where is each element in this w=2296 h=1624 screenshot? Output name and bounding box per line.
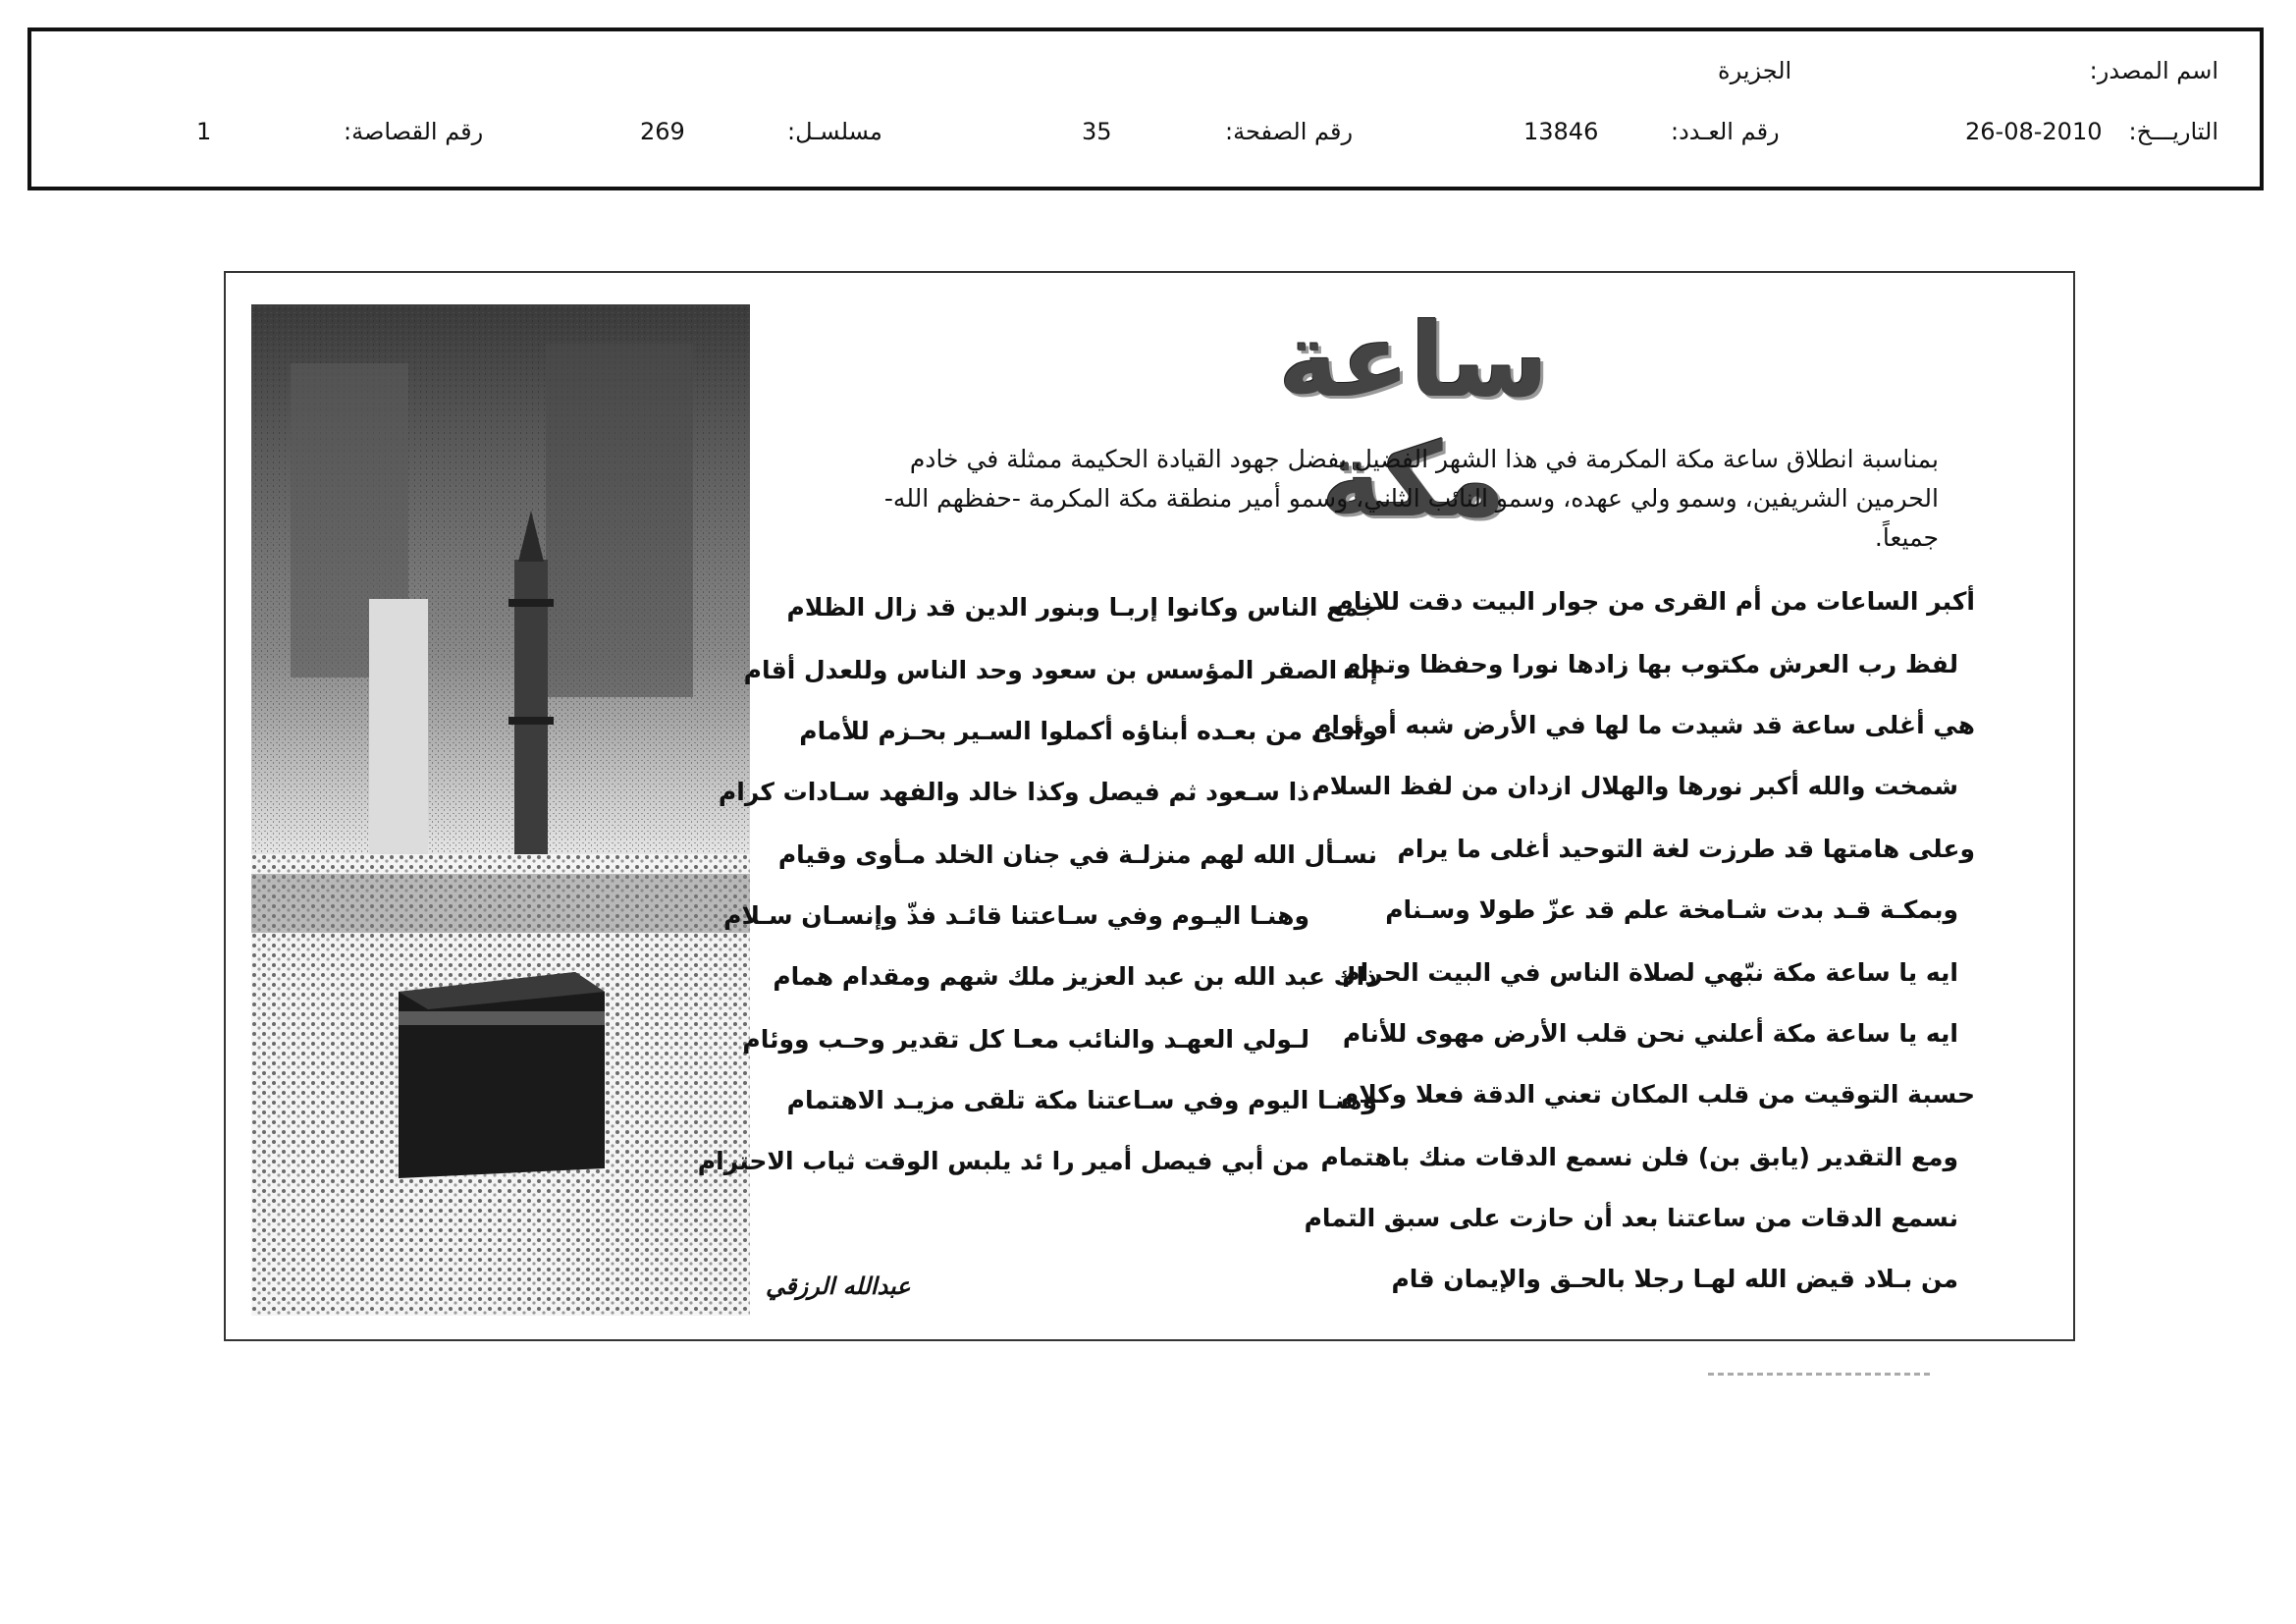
date-value: 26-08-2010 xyxy=(1965,118,2103,145)
page-label: رقم الصفحة: xyxy=(1225,118,1354,145)
verse-left-5: نسـأل الله لهم منزلـة في جنان الخلد مـأوى وقيام xyxy=(777,840,1377,869)
clipping-value: 1 xyxy=(196,118,212,145)
verse-left-9: وهنـا اليوم وفي سـاعتنا مكة تلقى مزيـد الاهتمام xyxy=(786,1086,1377,1114)
verse-left-2: إنه الصقر المؤسس بن سعود وحد الناس وللعدل أقام xyxy=(743,656,1378,684)
verse-left-6: وهنـا اليـوم وفي سـاعتنا قائـد فذّ وإنسـان سـلام xyxy=(723,901,1309,930)
issue-label: رقم العـدد: xyxy=(1671,118,1780,145)
metadata-box xyxy=(27,27,2264,190)
divider-line xyxy=(1708,1373,1934,1376)
article-intro: بمناسبة انطلاق ساعة مكة المكرمة في هذا الشهر الفضيل بفضل جهود القيادة الحكيمة ممثلة في خادم الحرمين الشريفين، وسمو ولي عهده، وسمو النائب الثاني، وسمو أمير منطقة مكة المكرمة -حفظهم الله- جميعاً. xyxy=(883,445,1939,552)
poet-name: عبدالله الرزقي xyxy=(766,1272,911,1300)
verse-left-3: وأتـى من بعـده أبناؤه أكملوا السـير بحـزم للأمام xyxy=(799,717,1377,745)
verse-right-8: ايه يا ساعة مكة أعلني نحن قلب الأرض مهوى للأنام xyxy=(1342,1019,1958,1048)
verse-right-7: ايه يا ساعة مكة نبّهي لصلاة الناس في البيت الحرام xyxy=(1342,958,1958,987)
verse-right-5: وعلى هامتها قد طرزت لغة التوحيد أغلى ما يرام xyxy=(1397,835,1975,863)
page-value: 35 xyxy=(1082,118,1112,145)
verse-right-4: شمخت والله أكبر نورها والهلال ازدان من لفظ السلام xyxy=(1311,772,1958,800)
kaaba-illustration xyxy=(251,304,750,1316)
verse-right-10: ومع التقدير (يابق بن) فلن نسمع الدقات منك باهتمام xyxy=(1320,1143,1958,1171)
source-label: اسم المصدر: xyxy=(2089,57,2218,84)
serial-value: 269 xyxy=(640,118,685,145)
verse-left-8: لـولي العهـد والنائب معـا كل تقدير وحـب ووئام xyxy=(742,1025,1309,1054)
verse-right-6: وبمكـة قـد بدت شـامخة علم قد عزّ طولا وسـنام xyxy=(1385,895,1958,924)
verse-right-11: نسمع الدقات من ساعتنا بعد أن حازت على سبق التمام xyxy=(1304,1204,1958,1232)
article-title: ساعة مكة xyxy=(1278,300,1549,540)
verse-left-7: ذاك عبد الله بن عبد العزيز ملك شهم ومقدام همام xyxy=(773,962,1377,991)
verse-right-1: أكبر الساعات من أم القرى من جوار البيت دقت للانام xyxy=(1335,587,1975,616)
clipping-label: رقم القصاصة: xyxy=(344,118,484,145)
source-value: الجزيرة xyxy=(1718,57,1792,84)
date-label: التاريـــخ: xyxy=(2128,118,2218,145)
verse-left-1: جمع الناس وكانوا إربـا وبنور الدين قد زال الظلام xyxy=(786,593,1377,622)
verse-left-10: من أبي فيصل أمير را ئد يلبس الوقت ثياب الاحترام xyxy=(697,1147,1309,1175)
kaaba-photo xyxy=(251,304,750,1316)
verse-left-4: ذا سـعود ثم فيصل وكذا خالد والفهد سـادات كرام xyxy=(718,778,1309,806)
verse-right-9: حسبة التوقيت من قلب المكان تعني الدقة فعلا وكلام xyxy=(1340,1080,1975,1109)
verse-right-12: من بـلاد قيض الله لهـا رجلا بالحـق والإيمان قام xyxy=(1391,1265,1958,1293)
issue-value: 13846 xyxy=(1523,118,1599,145)
verse-right-2: لفظ رب العرش مكتوب بها زادها نورا وحفظا وتمام xyxy=(1343,650,1958,678)
verse-right-3: هي أغلى ساعة قد شيدت ما لها في الأرض شبه أو توام xyxy=(1313,711,1975,739)
serial-label: مسلسـل: xyxy=(787,118,882,145)
